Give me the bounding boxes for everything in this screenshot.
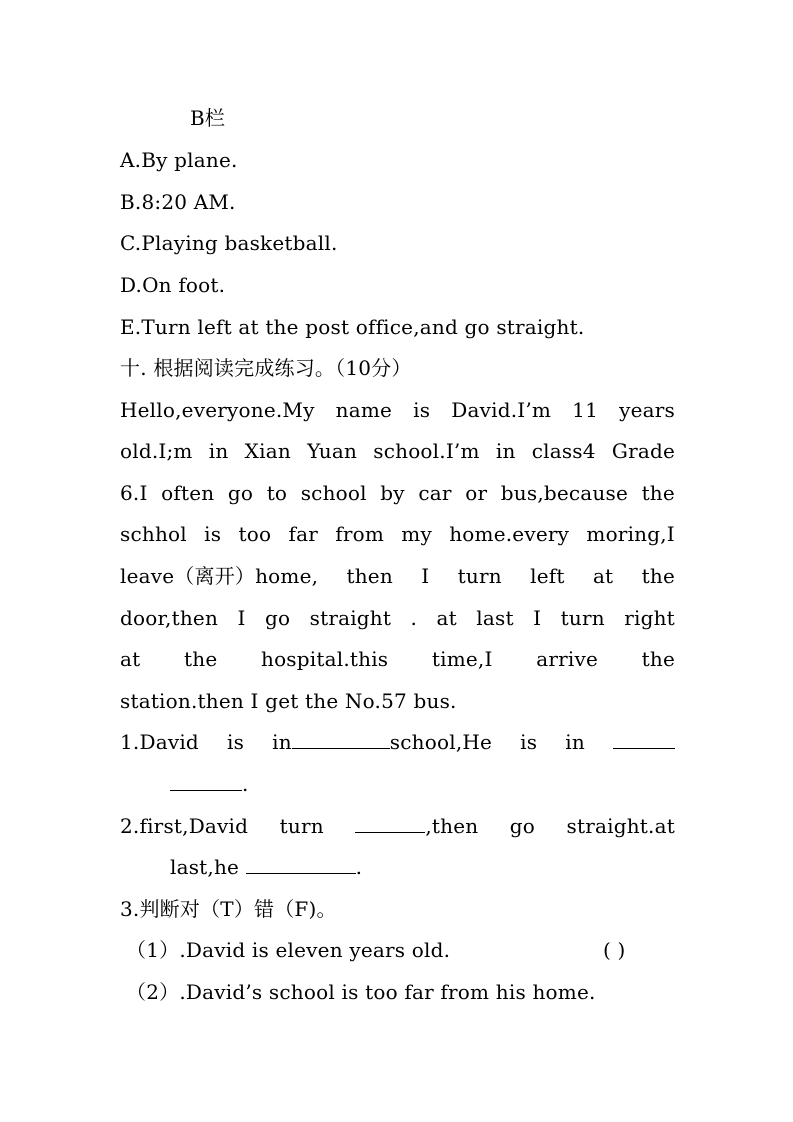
word: school bbox=[300, 481, 367, 505]
word: at bbox=[120, 647, 141, 671]
word: Xian bbox=[244, 439, 291, 463]
q1-blank-2b[interactable] bbox=[170, 770, 242, 791]
q1-blank-1[interactable] bbox=[292, 728, 390, 749]
word: the bbox=[641, 564, 675, 588]
q2-blank-1[interactable] bbox=[355, 812, 425, 833]
q3-item-1: （1）.David is eleven years old. bbox=[126, 938, 451, 962]
option-e: E.Turn left at the post office,and go straight. bbox=[120, 315, 585, 339]
q1-fill-in: in school,He bbox=[272, 730, 493, 754]
word: straight bbox=[309, 606, 392, 630]
word: my bbox=[401, 522, 432, 546]
word: 11 bbox=[572, 398, 599, 422]
q3-item-2: （2）.David’s school is too far from his home. bbox=[126, 980, 596, 1004]
word: I bbox=[533, 606, 542, 630]
word: leave（离开）home, bbox=[120, 564, 319, 588]
q1-text: in bbox=[565, 730, 585, 754]
passage-line-2 bbox=[120, 437, 675, 465]
q2-fill-in: ,then bbox=[355, 812, 478, 840]
word: time,I bbox=[431, 647, 493, 671]
passage-line-7 bbox=[120, 645, 675, 673]
q2-text: straight.at bbox=[566, 814, 675, 838]
word: I bbox=[237, 606, 246, 630]
option-c: C.Playing basketball. bbox=[120, 231, 338, 255]
word: the bbox=[641, 481, 675, 505]
option-d: D.On foot. bbox=[120, 273, 226, 297]
passage-line-1 bbox=[120, 396, 675, 424]
passage-line-4 bbox=[120, 520, 675, 548]
section-title: 十. 根据阅读完成练习。（10分） bbox=[120, 356, 412, 380]
q2-text: go bbox=[509, 814, 536, 838]
word: years bbox=[619, 398, 675, 422]
word: often bbox=[161, 481, 215, 505]
question-3-title: 3.判断对（T）错（F)。 bbox=[120, 897, 337, 921]
word: Grade bbox=[611, 439, 675, 463]
word: left bbox=[530, 564, 565, 588]
question-2-line-1 bbox=[120, 812, 675, 840]
word: in bbox=[208, 439, 229, 463]
passage-line-5 bbox=[120, 562, 675, 590]
word: 6.I bbox=[120, 481, 148, 505]
word: schhol bbox=[120, 522, 187, 546]
word: go bbox=[264, 606, 291, 630]
word: from bbox=[335, 522, 385, 546]
word: the bbox=[641, 647, 675, 671]
word: last bbox=[476, 606, 514, 630]
question-1-line-1 bbox=[120, 728, 675, 756]
word: bus,because bbox=[500, 481, 629, 505]
passage-line-3 bbox=[120, 479, 675, 507]
word: door,then bbox=[120, 606, 219, 630]
passage-line-6 bbox=[120, 604, 675, 632]
option-b: B.8:20 AM. bbox=[120, 190, 236, 214]
word: go bbox=[227, 481, 254, 505]
question-2-line-2: last,he . bbox=[170, 855, 363, 879]
word: I bbox=[421, 564, 430, 588]
word: or bbox=[465, 481, 488, 505]
q1-text: is bbox=[520, 730, 538, 754]
word: moring,I bbox=[586, 522, 675, 546]
word: in bbox=[495, 439, 516, 463]
q3-item-1-answer[interactable]: ( ) bbox=[603, 938, 626, 962]
word: turn bbox=[560, 606, 605, 630]
word: Yuan bbox=[307, 439, 358, 463]
option-a: A.By plane. bbox=[120, 148, 238, 172]
word: home.every bbox=[449, 522, 570, 546]
q1-text: 1.David bbox=[120, 730, 199, 754]
word: arrive bbox=[536, 647, 598, 671]
word: school.I’m bbox=[373, 439, 480, 463]
word: at bbox=[592, 564, 614, 588]
word: far bbox=[288, 522, 318, 546]
word: name bbox=[335, 398, 393, 422]
q1-blank-2a[interactable] bbox=[613, 728, 675, 749]
word: is bbox=[413, 398, 431, 422]
word: Hello,everyone.My bbox=[120, 398, 315, 422]
question-1-line-2: . bbox=[170, 770, 249, 798]
q2-text: turn bbox=[279, 814, 324, 838]
word: class4 bbox=[531, 439, 596, 463]
passage-line-8: station.then I get the No.57 bus. bbox=[120, 689, 457, 713]
word: too bbox=[238, 522, 272, 546]
word: then bbox=[346, 564, 393, 588]
word: right bbox=[624, 606, 675, 630]
word: old.I;m bbox=[120, 439, 193, 463]
word: the bbox=[184, 647, 218, 671]
word: is bbox=[204, 522, 222, 546]
word: hospital.this bbox=[260, 647, 389, 671]
q1-text: is bbox=[227, 730, 245, 754]
word: to bbox=[266, 481, 288, 505]
column-header: B栏 bbox=[190, 106, 226, 130]
word: at bbox=[436, 606, 457, 630]
word: . bbox=[410, 606, 418, 630]
q2-blank-2[interactable] bbox=[246, 853, 356, 874]
word: by bbox=[380, 481, 405, 505]
word: turn bbox=[457, 564, 502, 588]
word: car bbox=[418, 481, 452, 505]
q2-text: 2.first,David bbox=[120, 814, 249, 838]
word: David.I’m bbox=[451, 398, 552, 422]
